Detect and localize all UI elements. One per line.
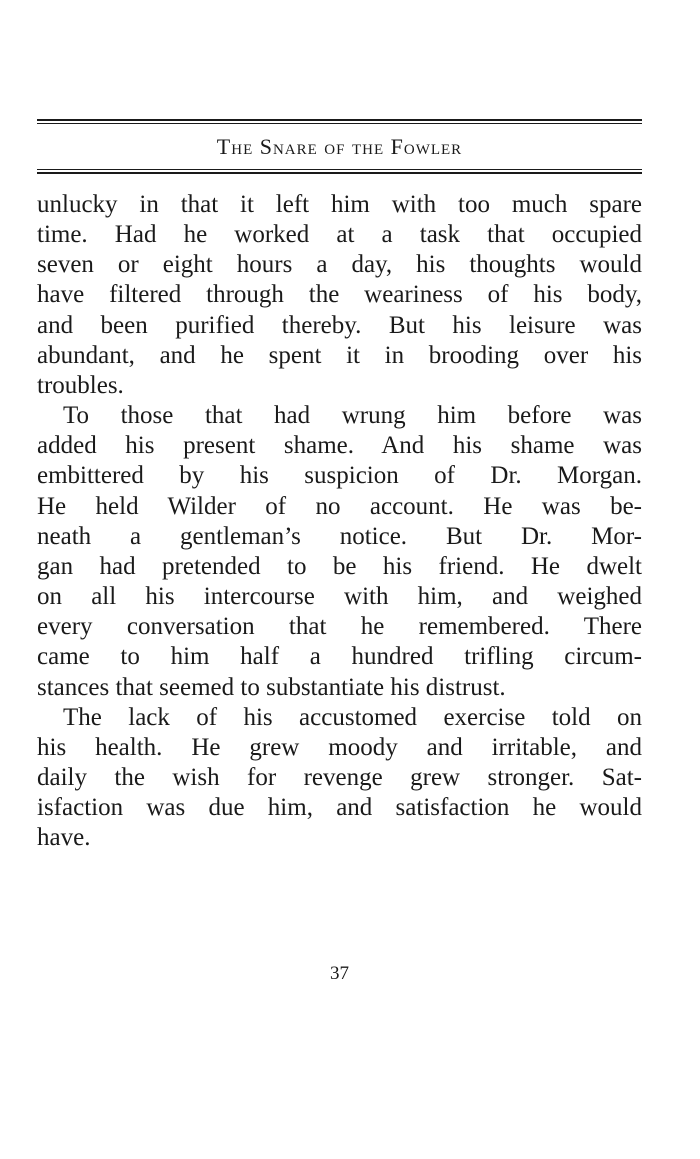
text-line: added his present shame. And his shame was: [37, 432, 642, 460]
text-line: He held Wilder of no account. He was be-: [37, 492, 642, 520]
text-line: his health. He grew moody and irritable, and: [37, 733, 642, 761]
body-text: [37, 190, 642, 853]
text-line: gan had pretended to be his friend. He dwelt: [37, 552, 642, 580]
text-line: troubles.: [37, 371, 124, 399]
text-line: embittered by his suspicion of Dr. Morgan.: [37, 462, 642, 490]
text-line: neath a gentleman’s notice. But Dr. Mor-: [37, 522, 642, 550]
text-line: time. Had he worked at a task that occupied: [37, 221, 642, 249]
header-bottom-rule: [37, 172, 642, 174]
text-line: have filtered through the weariness of his body,: [37, 281, 642, 309]
text-line: and been purified thereby. But his leisure was: [37, 311, 642, 339]
header-bottom-rule-thin: [37, 169, 642, 170]
text-line: abundant, and he spent it in brooding over his: [37, 341, 642, 369]
text-line: on all his intercourse with him, and weighed: [37, 583, 642, 611]
text-line: To those that had wrung him before was: [63, 402, 642, 430]
text-line: isfaction was due him, and satisfaction he would: [37, 794, 642, 822]
header-top-rule: [37, 119, 642, 121]
running-head: The Snare of the Fowler: [216, 134, 463, 159]
text-line: The lack of his accustomed exercise told on: [63, 703, 642, 731]
text-line: every conversation that he remembered. There: [37, 613, 642, 641]
text-line: stances that seemed to substantiate his distrust.: [37, 673, 506, 701]
text-line: daily the wish for revenge grew stronger. Sat-: [37, 763, 642, 791]
text-line: seven or eight hours a day, his thoughts would: [37, 251, 642, 279]
text-line: have.: [37, 824, 91, 852]
text-line: unlucky in that it left him with too much spare: [37, 191, 642, 218]
header-top-rule-thin: [37, 123, 642, 124]
page-number: 37: [330, 963, 349, 984]
text-line: came to him half a hundred trifling circum-: [37, 643, 642, 671]
